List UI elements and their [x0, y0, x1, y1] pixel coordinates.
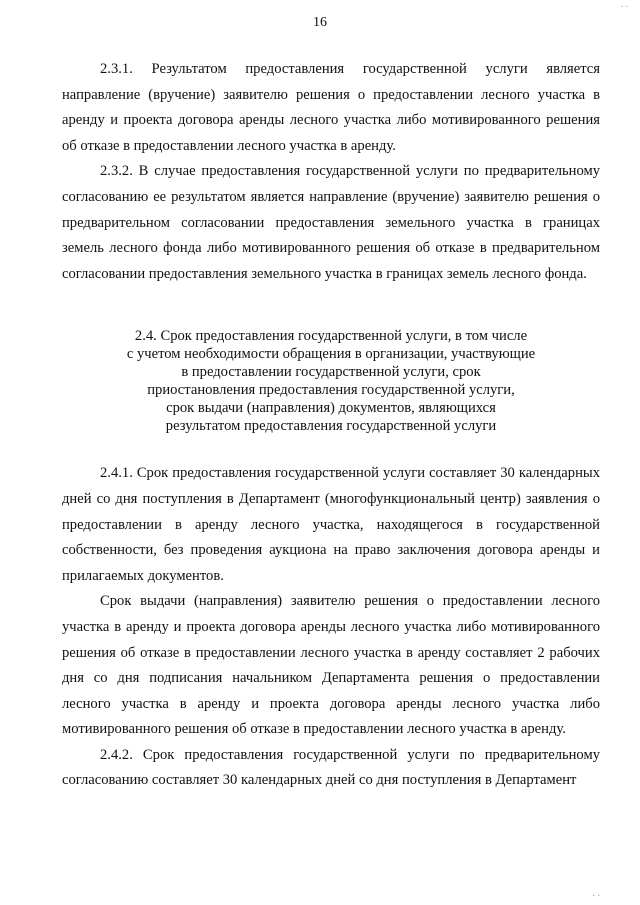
paragraph-2-4-2: 2.4.2. Срок предоставления государственной услуги по предварительному согласованию составляет 30 календарных дней со дня поступления в Департамент [62, 746, 600, 789]
paragraph-2-3-2: 2.3.2. В случае предоставления государственной услуги по предварительному согласованию ее результатом является направление (вручение) заявителю решения о предварительном согласовании предоставления земельного участка в границах земель лесного фонда либо мотивированного решения об отказе в предварительном согласовании предоставления земельного участка в границах земель лесного фонда. [62, 163, 600, 282]
paragraph-2-3-1: 2.3.1. Результатом предоставления государственной услуги является направление (вручение) заявителю решения о предоставлении лесного участка в аренду и проекта договора аренды лесного участка либо мотивированного решения об отказе в предоставлении лесного участка в аренду. [62, 61, 600, 154]
scan-edge-mark-bottom: . . [592, 888, 600, 899]
scan-edge-mark-top: . . [620, 0, 628, 10]
heading-line: 2.4. Срок предоставления государственной услуги, в том числе [134, 328, 528, 345]
heading-line: результатом предоставления государственной услуги [165, 418, 497, 435]
paragraph-issue-term: Срок выдачи (направления) заявителю решения о предоставлении лесного участка в аренду и проекта договора аренды лесного участка либо мотивированного решения об отказе в предоставлении лесного участка в аренду составляет 2 рабочих дня со дня подписания начальником Департамента решения о предоставлении лесного участка в аренду и проекта договора аренды лесного участка либо мотивированного решения об отказе в предоставлении лесного участка в аренду. [62, 593, 600, 738]
heading-line: срок выдачи (направления) документов, являющихся [166, 400, 496, 417]
heading-line: в предоставлении государственной услуги, срок [181, 364, 481, 381]
page-number: 16 [313, 15, 327, 30]
section-heading-2-4 [62, 327, 600, 435]
heading-line: с учетом необходимости обращения в организации, участвующие [126, 346, 536, 363]
document-body [62, 57, 600, 794]
heading-line: приостановления предоставления государственной услуги, [147, 382, 515, 399]
paragraph-2-4-1: 2.4.1. Срок предоставления государственной услуги составляет 30 календарных дней со дня поступления в Департамент (многофункциональный центр) заявления о предоставлении в аренду лесного участка, находящегося в государственной собственности, без проведения аукциона на право заключения договора аренды и прилагаемых документов. [62, 465, 600, 584]
